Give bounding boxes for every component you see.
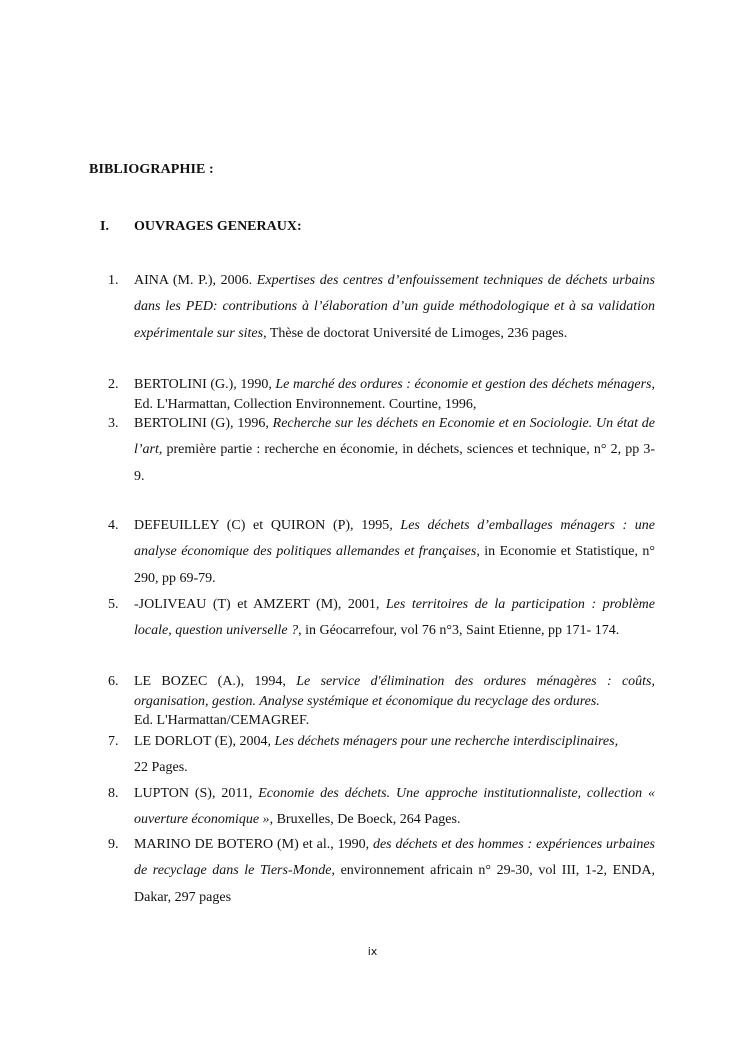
entry-title: , Les déchets ménagers pour une recherche interdisciplinaires, <box>267 734 619 749</box>
entry-author: MARINO DE BOTERO (M) et al., 1990, <box>134 837 373 852</box>
entry-author: LE BOZEC (A.), 1994, <box>134 674 297 689</box>
entry-title: , Les déchets d’emballages ménagers : une analyse économique des politiques allemandes et françaises <box>134 518 655 560</box>
entry-details: , Ed. L'Harmattan, Collection Environnement. Courtine, 1996, <box>134 377 656 412</box>
entry-title: , Les territoires de la participation : problème locale, question universelle ? <box>134 597 655 639</box>
entry-details: , première partie : recherche en économie, in déchets, sciences et technique, n° 2, pp 3-9. <box>134 442 655 484</box>
entry-number: 3. <box>108 416 119 431</box>
entry-author: AINA (M. P.), 2006. <box>134 273 257 288</box>
entry-details: , environnement africain n° 29-30, vol III, 1-2, ENDA, Dakar, 297 pages <box>134 863 655 905</box>
entry-details: , Thèse de doctorat Université de Limoges, 236 pages. <box>263 325 568 341</box>
bibliography-entry <box>108 672 655 731</box>
bibliography-entry <box>108 729 655 782</box>
entry-details: , Bruxelles, De Boeck, 264 Pages. <box>269 812 461 828</box>
section-heading <box>100 219 302 235</box>
page-title: BIBLIOGRAPHIE : <box>89 162 214 177</box>
entry-author: BERTOLINI (G), 1996 <box>134 416 266 431</box>
entry-title: Le service d'élimination des ordures ménagères : coûts, organisation, gestion. Analyse systémique et économique du recyclage des ordures. <box>134 674 655 709</box>
entry-author: LE DORLOT (E), 2004 <box>134 734 268 749</box>
entry-details: , in Economie et Statistique, n° 290, pp 69-79. <box>134 544 655 586</box>
bibliography-entry <box>108 781 655 834</box>
entry-number: 9. <box>108 837 119 852</box>
page-number: ix <box>367 945 378 958</box>
entry-number: 5. <box>108 597 119 612</box>
entry-title: des déchets et des hommes : expériences urbaines de recyclage dans le Tiers-Monde <box>134 837 655 879</box>
bibliography-entry <box>108 375 656 414</box>
entry-number: 4. <box>108 518 119 533</box>
entry-title: , Recherche sur les déchets en Economie et en Sociologie. Un état de l’art <box>134 416 655 458</box>
entry-author: DEFEUILLEY (C) et QUIRON (P), 1995 <box>134 518 390 533</box>
entry-number: 1. <box>108 273 119 288</box>
entry-number: 7. <box>108 734 119 749</box>
entry-details: 22 Pages. <box>134 760 188 776</box>
bibliography-entry <box>108 411 655 490</box>
bibliography-entry <box>108 592 655 645</box>
entry-number: 6. <box>108 674 119 689</box>
entry-title: Expertises des centres d’enfouissement techniques de déchets urbains dans les PED: contributions à l’élaboration d’un guide méthodologique et à sa validation expérimentale sur sites <box>134 273 655 341</box>
entry-author: -JOLIVEAU (T) et AMZERT (M), 2001 <box>134 597 376 612</box>
entry-number: 8. <box>108 786 119 801</box>
entry-title: Le marché des ordures : économie et gestion des déchets ménagers <box>275 377 652 392</box>
entry-author: BERTOLINI (G.), 1990, <box>134 377 276 392</box>
section-number: I. <box>100 219 109 234</box>
section-title: OUVRAGES GENERAUX: <box>134 219 302 234</box>
entry-title: , Economie des déchets. Une approche institutionnaliste, collection « ouverture économique » <box>134 786 655 828</box>
entry-details: Ed. L'Harmattan/CEMAGREF. <box>134 713 310 728</box>
entry-number: 2. <box>108 377 119 392</box>
entry-details: , in Géocarrefour, vol 76 n°3, Saint Etienne, pp 171- 174. <box>298 623 620 639</box>
bibliography-entry <box>108 268 655 347</box>
bibliography-entry <box>108 513 655 592</box>
bibliography-entry <box>108 832 655 911</box>
entry-author: LUPTON (S), 2011 <box>134 786 249 801</box>
